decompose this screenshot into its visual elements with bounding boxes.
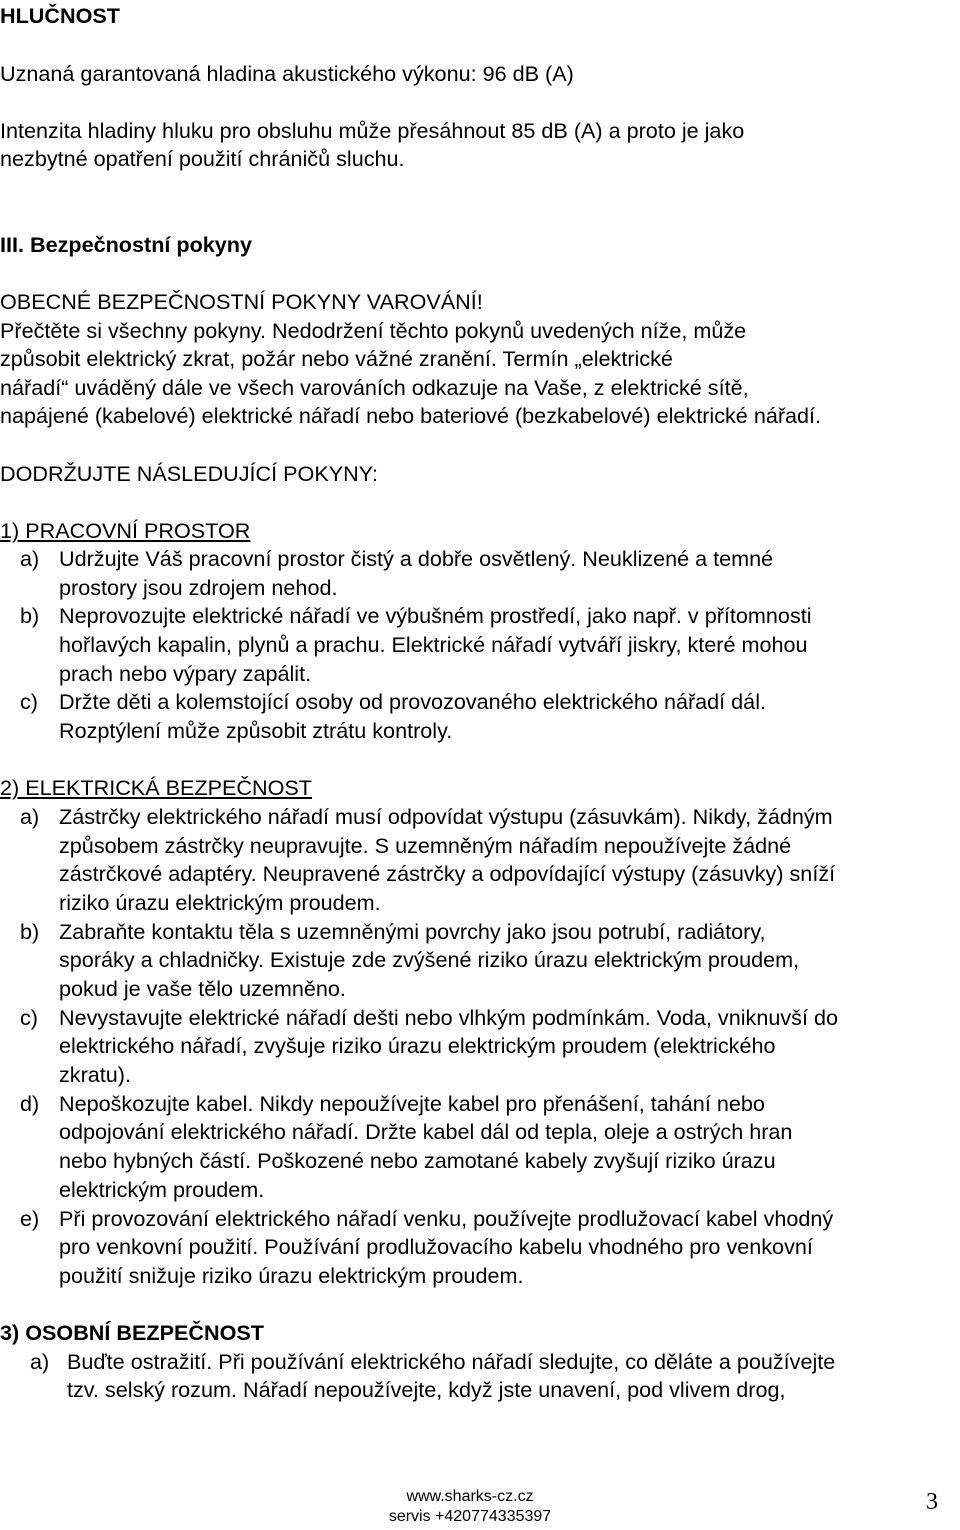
list-marker: a) [20,546,40,571]
list-item-line: Zabraňte kontaktu těla s uzemněnými povrchy jako jsou potrubí, radiátory, [59,919,766,944]
list-item-line: Zástrčky elektrického nářadí musí odpovídat výstupu (zásuvkám). Nikdy, žádným [59,804,833,829]
general-line: způsobit elektrický zkrat, požár nebo vážné zranění. Termín „elektrické [0,346,673,371]
list-marker: d) [20,1091,40,1116]
noise-line: Uznaná garantovaná hladina akustického výkonu: 96 dB (A) [0,61,574,86]
page-number: 3 [926,1489,938,1515]
section-heading: III. Bezpečnostní pokyny [0,232,252,257]
list-item-line: prostory jsou zdrojem nehod. [59,575,338,600]
list-item-line: Nevystavujte elektrické nářadí dešti nebo vlhkým podmínkám. Voda, vniknuvší do [59,1005,838,1030]
list-item-line: odpojování elektrického nářadí. Držte kabel dál od tepla, oleje a ostrých hran [59,1119,793,1144]
list-item-line: hořlavých kapalin, plynů a prachu. Elektrické nářadí vytváří jiskry, které mohou [59,632,808,657]
noise-line: Intenzita hladiny hluku pro obsluhu může přesáhnout 85 dB (A) a proto je jako [0,118,745,143]
list-marker: a) [20,804,40,829]
list-item-line: pro venkovní použití. Používání prodlužovacího kabelu vhodného pro venkovní [59,1234,813,1259]
list-item-line: prach nebo výpary zapálit. [59,661,312,686]
personal-safety-heading: 3) OSOBNÍ BEZPEČNOST [0,1320,264,1345]
list-item-line: Nepoškozujte kabel. Nikdy nepoužívejte kabel pro přenášení, tahání nebo [59,1091,765,1116]
list-item-line: pokud je vaše tělo uzemněno. [59,976,346,1001]
general-line: nářadí“ uváděný dále ve všech varováních odkazuje na Vaše, z elektrické sítě, [0,375,749,400]
list-item-line: Udržujte Váš pracovní prostor čistý a dobře osvětlený. Neuklizené a temné [59,546,774,571]
list-marker: c) [20,689,38,714]
list-item-line: Držte děti a kolemstojící osoby od provozovaného elektrického nářadí dál. [59,689,766,714]
general-line: Přečtěte si všechny pokyny. Nedodržení těchto pokynů uvedených níže, může [0,318,747,343]
list-item-line: tzv. selský rozum. Nářadí nepoužívejte, když jste unavení, pod vlivem drog, [67,1377,786,1402]
footer-website: www.sharks-cz.cz [406,1488,534,1505]
list-item-line: Rozptýlení může způsobit ztrátu kontroly. [59,718,453,743]
list-marker: e) [20,1206,40,1231]
footer-service-phone: servis +420774335397 [388,1508,552,1525]
list-item-line: Při provozování elektrického nářadí venku, používejte prodlužovací kabel vhodný [59,1206,834,1231]
noise-heading: HLUČNOST [0,3,120,28]
list-item-line: způsobem zástrčky neupravujte. S uzemněným nářadím nepoužívejte žádné [59,833,792,858]
noise-line: nezbytné opatření použití chráničů sluchu. [0,146,405,171]
list-item-line: zkratu). [59,1062,131,1087]
list-item-line: riziko úrazu elektrickým proudem. [59,890,381,915]
list-item-line: Buďte ostražití. Při používání elektrického nářadí sledujte, co děláte a používejte [67,1349,836,1374]
list-marker: b) [20,919,40,944]
electrical-safety-heading: 2) ELEKTRICKÁ BEZPEČNOST [0,775,312,800]
list-item-line: Neprovozujte elektrické nářadí ve výbušném prostředí, jako např. v přítomnosti [59,603,812,628]
general-line: napájené (kabelové) elektrické nářadí nebo bateriové (bezkabelové) elektrické nářadí. [0,403,822,428]
work-area-heading: 1) PRACOVNÍ PROSTOR [0,518,251,543]
list-item-line: použití snižuje riziko úrazu elektrickým proudem. [59,1263,524,1288]
list-item-line: elektrického nářadí, zvyšuje riziko úrazu elektrickým proudem (elektrického [59,1033,776,1058]
follow-instructions-heading: DODRŽUJTE NÁSLEDUJÍCÍ POKYNY: [0,461,378,486]
list-item-line: elektrickým proudem. [59,1177,265,1202]
list-item-line: sporáky a chladničky. Existuje zde zvýšené riziko úrazu elektrickým proudem, [59,947,800,972]
list-marker: b) [20,603,40,628]
list-marker: a) [30,1349,50,1374]
list-item-line: zástrčkové adaptéry. Neupravené zástrčky a odpovídající výstupy (zásuvky) sníží [59,861,836,886]
general-warnings-heading: OBECNÉ BEZPEČNOSTNÍ POKYNY VAROVÁNÍ! [0,289,483,314]
list-marker: c) [20,1005,38,1030]
list-item-line: nebo hybných částí. Poškozené nebo zamotané kabely zvyšují riziko úrazu [59,1148,776,1173]
